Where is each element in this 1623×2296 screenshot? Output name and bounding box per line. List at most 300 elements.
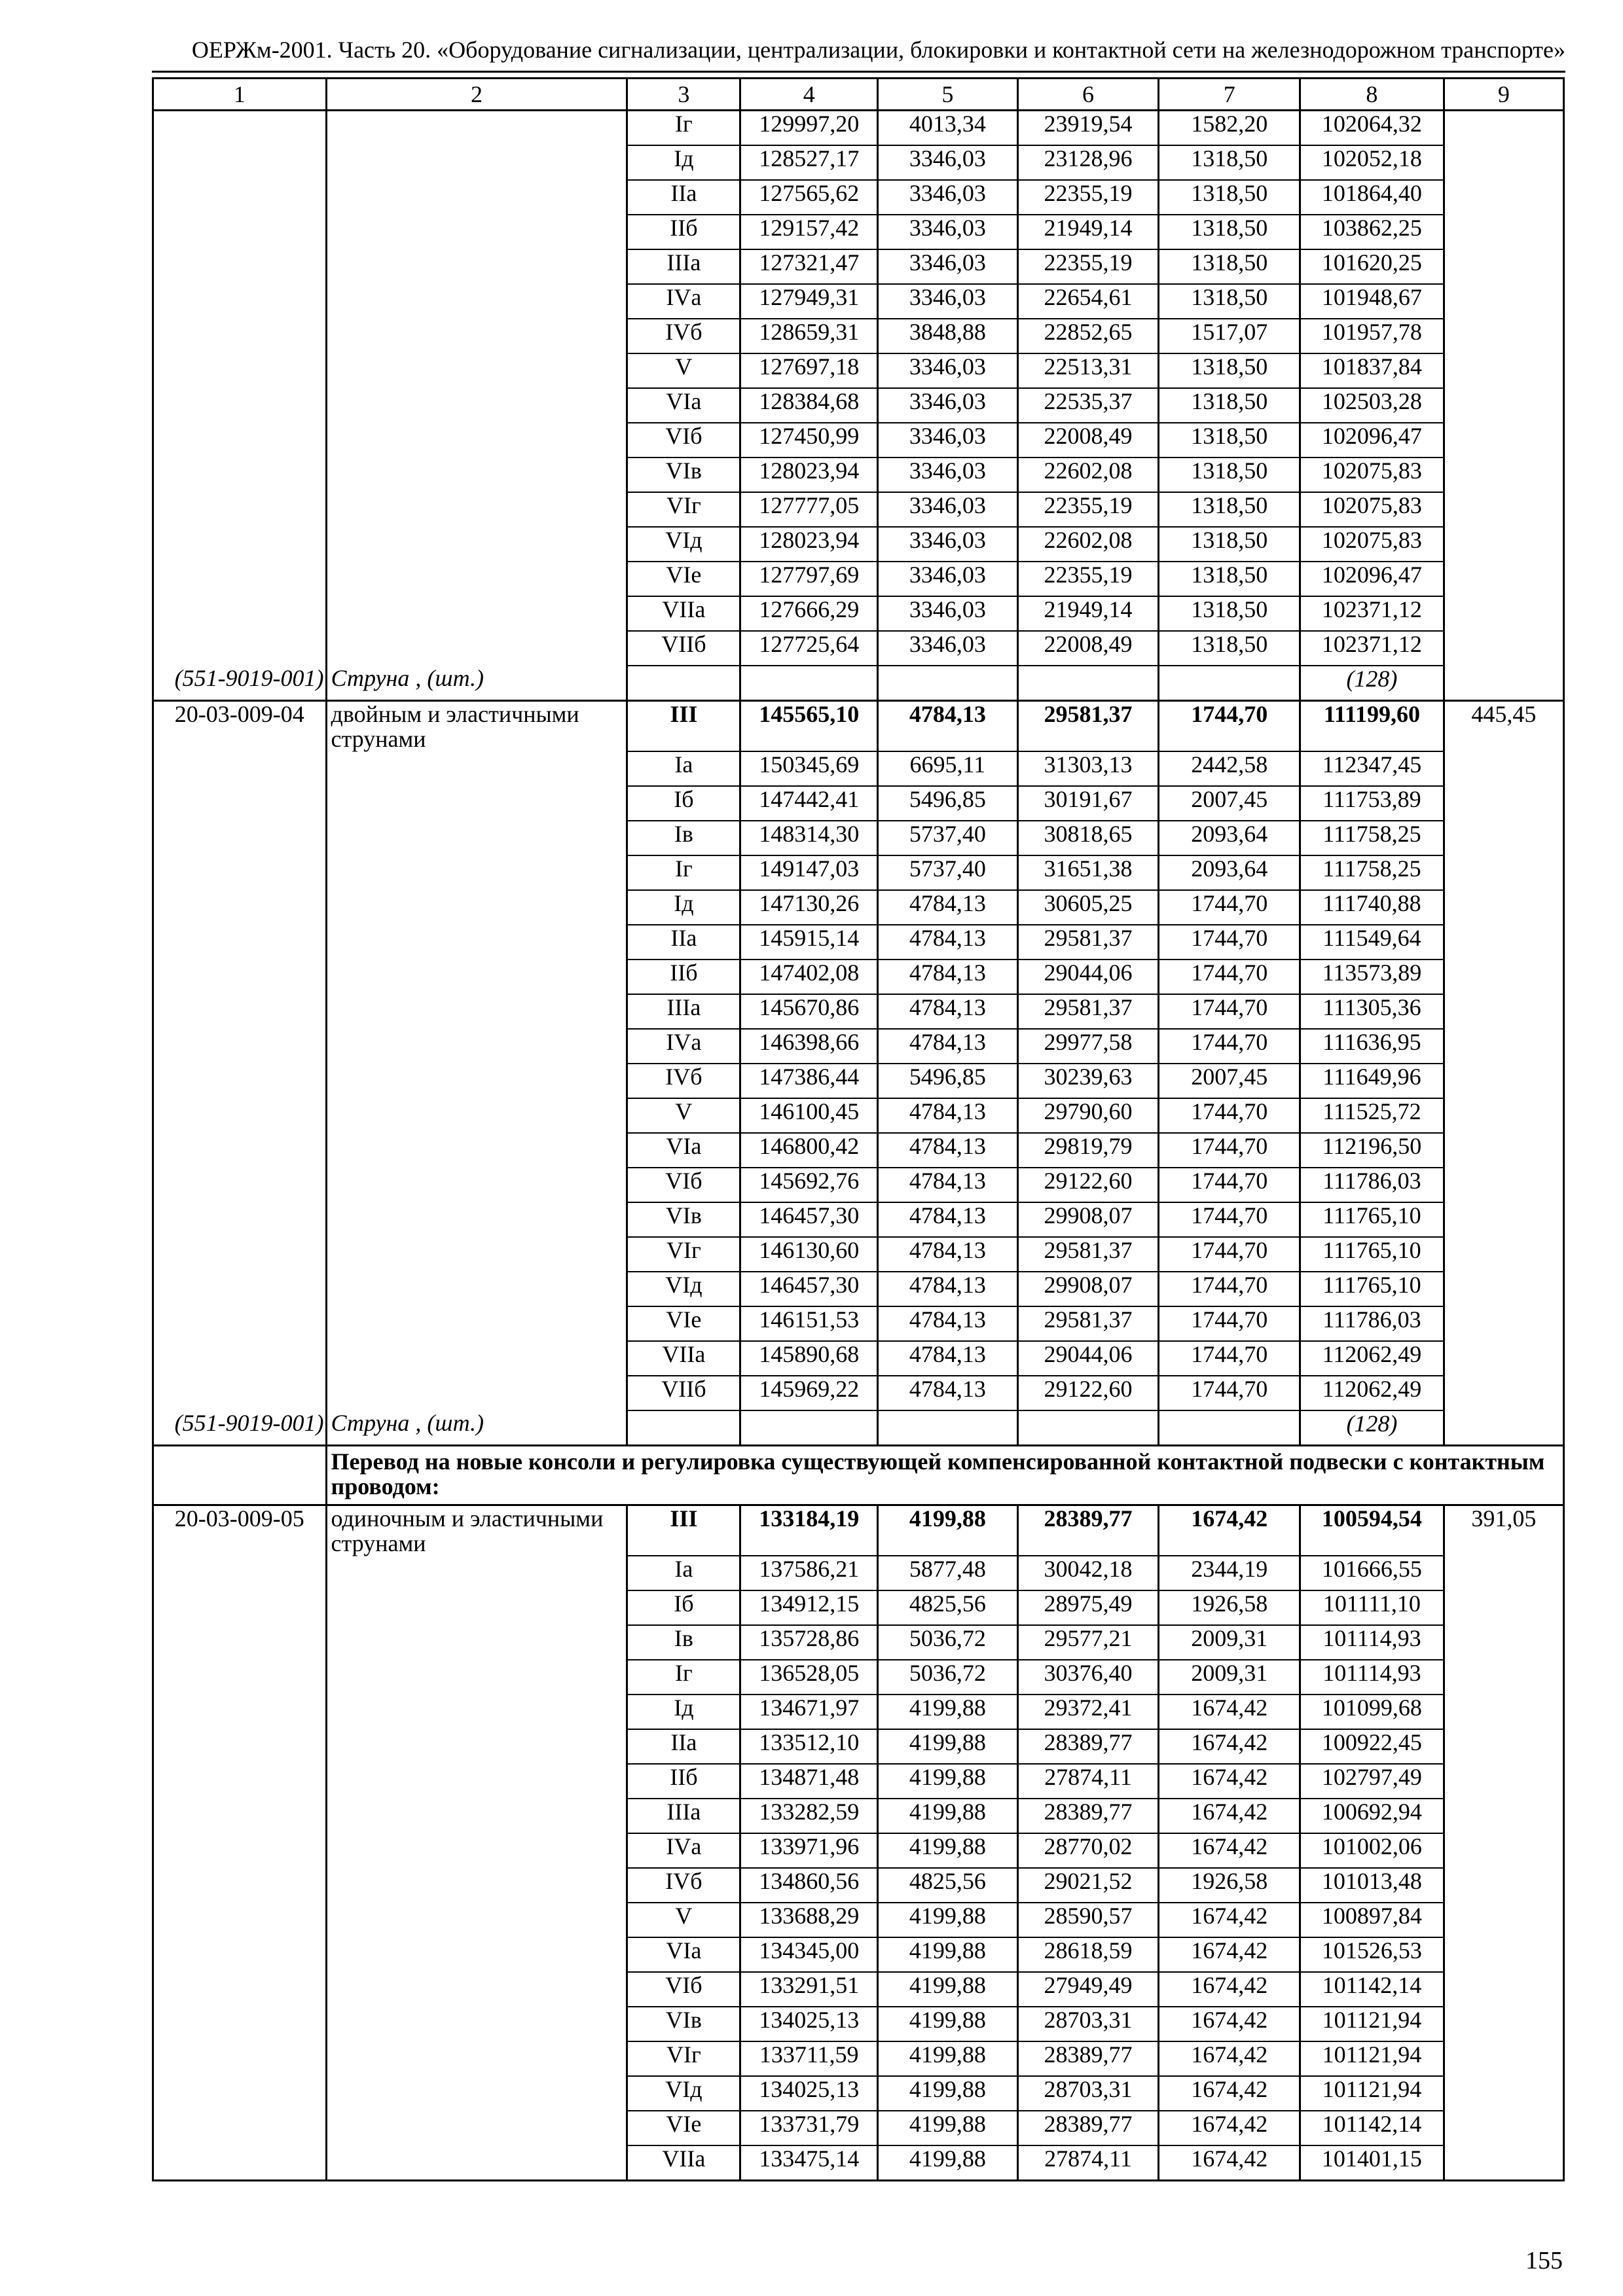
table-cell: VIд (627, 527, 740, 562)
table-cell: 29122,60 (1017, 1168, 1159, 1202)
table-cell: 4199,88 (877, 2041, 1017, 2076)
table-cell: 4784,13 (877, 1202, 1017, 1237)
table-cell: 148314,30 (740, 821, 878, 855)
table-cell (1444, 1799, 1563, 1833)
table-cell: 30605,25 (1017, 890, 1159, 925)
table-cell (1444, 1937, 1563, 1972)
table-row (153, 631, 1564, 666)
table-cell (1444, 1237, 1563, 1272)
table-cell (153, 111, 327, 146)
table-cell: 100692,94 (1300, 1799, 1444, 1833)
table-cell: 6695,11 (877, 751, 1017, 786)
table-cell: VIIа (627, 2145, 740, 2181)
table-cell: 1318,50 (1159, 145, 1300, 180)
table-cell (326, 492, 627, 527)
table-cell: 146398,66 (740, 1029, 878, 1064)
table-cell: 1674,42 (1159, 1695, 1300, 1729)
table-cell: 1318,50 (1159, 457, 1300, 492)
table-cell (153, 1098, 327, 1133)
table-cell: 127797,69 (740, 562, 878, 596)
table-cell: 5737,40 (877, 821, 1017, 855)
table-cell (326, 215, 627, 249)
table-cell (1444, 1868, 1563, 1903)
table-cell: 127666,29 (740, 596, 878, 631)
table-cell (1017, 1410, 1159, 1446)
table-cell: IIб (627, 215, 740, 249)
table-cell: 1744,70 (1159, 925, 1300, 960)
column-number-row (153, 79, 1564, 111)
table-cell: 28590,57 (1017, 1903, 1159, 1937)
table-cell (326, 890, 627, 925)
table-cell (326, 1764, 627, 1799)
rate-code: 20-03-009-04 (153, 701, 327, 752)
table-cell: Iб (627, 1590, 740, 1625)
table-cell: 28703,31 (1017, 2076, 1159, 2111)
table-cell: 1318,50 (1159, 527, 1300, 562)
table-cell: IIб (627, 1764, 740, 1799)
table-row (153, 1903, 1564, 1937)
table-cell (1159, 666, 1300, 701)
table-cell: IIа (627, 1729, 740, 1764)
table-cell: 133731,79 (740, 2111, 878, 2145)
table-cell: Iд (627, 145, 740, 180)
rate-name: двойным и эластичными струнами (326, 701, 627, 752)
table-cell (326, 751, 627, 786)
table-cell: 4784,13 (877, 960, 1017, 994)
note-row (153, 1410, 1564, 1446)
table-cell: 1674,42 (1159, 1764, 1300, 1799)
table-row (153, 786, 1564, 821)
table-cell: 1674,42 (1159, 1903, 1300, 1937)
table-cell: 145890,68 (740, 1341, 878, 1376)
table-row (153, 751, 1564, 786)
table-cell: 135728,86 (740, 1625, 878, 1660)
table-cell: 102064,32 (1300, 111, 1444, 146)
table-cell: 147130,26 (740, 890, 878, 925)
table-cell (326, 2041, 627, 2076)
table-cell: 100922,45 (1300, 1729, 1444, 1764)
table-row (153, 960, 1564, 994)
table-cell (1444, 319, 1563, 353)
table-cell: V (627, 1903, 740, 1937)
column-header: 9 (1444, 79, 1563, 111)
table-cell: 1674,42 (1159, 2076, 1300, 2111)
table-cell (153, 1306, 327, 1341)
page-header (152, 34, 1565, 73)
table-cell: 1744,70 (1159, 1376, 1300, 1410)
table-cell: 147402,08 (740, 960, 878, 994)
table-cell (1444, 1729, 1563, 1764)
table-cell (1444, 1660, 1563, 1695)
table-row (153, 1764, 1564, 1799)
table-cell: 111753,89 (1300, 786, 1444, 821)
table-cell: 101142,14 (1300, 1972, 1444, 2007)
table-cell (1444, 1556, 1563, 1590)
table-cell: 101121,94 (1300, 2076, 1444, 2111)
table-row (153, 1272, 1564, 1306)
table-cell (153, 423, 327, 457)
table-cell (326, 319, 627, 353)
table-cell (326, 596, 627, 631)
table-row (153, 492, 1564, 527)
table-cell: VIг (627, 2041, 740, 2076)
table-cell: 1318,50 (1159, 284, 1300, 319)
column-header: 3 (627, 79, 740, 111)
table-cell (153, 890, 327, 925)
table-cell: Iд (627, 890, 740, 925)
column-header: 5 (877, 79, 1017, 111)
table-row (153, 2145, 1564, 2181)
column-header: 8 (1300, 79, 1444, 111)
table-row (153, 1505, 1564, 1556)
table-cell: 4199,88 (877, 1729, 1017, 1764)
table-cell: 128023,94 (740, 457, 878, 492)
table-cell: 146800,42 (740, 1133, 878, 1168)
table-cell: 21949,14 (1017, 215, 1159, 249)
table-row (153, 701, 1564, 752)
table-cell (153, 751, 327, 786)
table-cell: 29044,06 (1017, 1341, 1159, 1376)
table-cell: VIе (627, 1306, 740, 1341)
table-cell (153, 855, 327, 890)
table-cell (1444, 1903, 1563, 1937)
table-cell (1444, 527, 1563, 562)
table-cell (1444, 145, 1563, 180)
table-cell: 101864,40 (1300, 180, 1444, 215)
table-cell: V (627, 1098, 740, 1133)
table-cell: 1674,42 (1159, 1937, 1300, 1972)
table-cell: 134860,56 (740, 1868, 878, 1903)
table-cell: 4199,88 (877, 2145, 1017, 2181)
table-cell (326, 1868, 627, 1903)
table-cell (326, 2145, 627, 2181)
table-cell (326, 1937, 627, 1972)
table-cell (1444, 1306, 1563, 1341)
table-cell (153, 1972, 327, 2007)
table-row (153, 388, 1564, 423)
table-cell: 146457,30 (740, 1202, 878, 1237)
table-cell: Iг (627, 855, 740, 890)
table-cell: 22602,08 (1017, 527, 1159, 562)
table-row (153, 2041, 1564, 2076)
table-cell (153, 1376, 327, 1410)
table-row (153, 1168, 1564, 1202)
table-cell (326, 2007, 627, 2041)
table-cell: 102052,18 (1300, 145, 1444, 180)
table-cell: 1744,70 (1159, 1168, 1300, 1202)
table-cell: 22008,49 (1017, 631, 1159, 666)
table-cell (1444, 492, 1563, 527)
table-cell (153, 1799, 327, 1833)
table-cell: 3346,03 (877, 492, 1017, 527)
note-text: Струна , (шт.) (326, 1410, 627, 1446)
table-cell (326, 457, 627, 492)
table-cell: 127450,99 (740, 423, 878, 457)
table-cell: Iв (627, 1625, 740, 1660)
table-cell: 1318,50 (1159, 180, 1300, 215)
table-cell (1444, 1695, 1563, 1729)
table-cell: 27874,11 (1017, 1764, 1159, 1799)
table-cell (153, 1064, 327, 1098)
table-cell: 1744,70 (1159, 1272, 1300, 1306)
table-cell (153, 925, 327, 960)
table-cell: 134912,15 (740, 1590, 878, 1625)
table-cell: 22355,19 (1017, 562, 1159, 596)
table-cell: 3346,03 (877, 457, 1017, 492)
table-cell (1444, 890, 1563, 925)
table-cell: 30191,67 (1017, 786, 1159, 821)
table-cell: 1674,42 (1159, 2111, 1300, 2145)
table-cell: 101142,14 (1300, 2111, 1444, 2145)
table-cell: 137586,21 (740, 1556, 878, 1590)
table-cell: 1674,42 (1159, 1729, 1300, 1764)
table-cell: 4199,88 (877, 1972, 1017, 2007)
table-cell (627, 1410, 740, 1446)
table-cell (153, 527, 327, 562)
table-cell: 1744,70 (1159, 960, 1300, 994)
table-cell: 2009,31 (1159, 1660, 1300, 1695)
table-cell: 29581,37 (1017, 994, 1159, 1029)
table-cell (326, 1098, 627, 1133)
table-cell: 1744,70 (1159, 1133, 1300, 1168)
table-cell: VIа (627, 388, 740, 423)
table-cell: 102075,83 (1300, 457, 1444, 492)
table-cell: 133282,59 (740, 1799, 878, 1833)
table-cell (326, 1376, 627, 1410)
table-cell: 150345,69 (740, 751, 878, 786)
table-cell (1444, 925, 1563, 960)
table-cell (1444, 1098, 1563, 1133)
table-cell: 4199,88 (877, 1799, 1017, 1833)
table-cell: 134345,00 (740, 1937, 878, 1972)
table-cell: 4784,13 (877, 1237, 1017, 1272)
table-cell: 4784,13 (877, 925, 1017, 960)
table-cell (153, 319, 327, 353)
table-cell (153, 1272, 327, 1306)
table-cell: Iд (627, 1695, 740, 1729)
table-cell: 102075,83 (1300, 527, 1444, 562)
column-header: 1 (153, 79, 327, 111)
table-cell: 145565,10 (740, 701, 878, 752)
table-cell (153, 1695, 327, 1729)
table-cell: 28389,77 (1017, 1729, 1159, 1764)
table-cell: 4199,88 (877, 2111, 1017, 2145)
table-cell: VIв (627, 1202, 740, 1237)
table-cell: 146100,45 (740, 1098, 878, 1133)
table-cell: 1674,42 (1159, 1972, 1300, 2007)
table-cell (326, 1029, 627, 1064)
table-cell: 4199,88 (877, 1764, 1017, 1799)
table-cell: 111765,10 (1300, 1202, 1444, 1237)
table-cell (153, 1168, 327, 1202)
table-cell (153, 457, 327, 492)
table-row (153, 1729, 1564, 1764)
table-cell (1444, 855, 1563, 890)
table-cell (153, 596, 327, 631)
table-cell (1444, 2076, 1563, 2111)
table-cell (627, 666, 740, 701)
table-cell: 1318,50 (1159, 215, 1300, 249)
table-cell: 4013,34 (877, 111, 1017, 146)
table-cell: 128384,68 (740, 388, 878, 423)
table-cell: IIб (627, 960, 740, 994)
table-cell (1444, 751, 1563, 786)
table-cell: 27874,11 (1017, 2145, 1159, 2181)
table-cell: 29577,21 (1017, 1625, 1159, 1660)
table-cell: 1674,42 (1159, 2041, 1300, 2076)
table-cell: 111786,03 (1300, 1306, 1444, 1341)
table-cell: 3346,03 (877, 215, 1017, 249)
table-row (153, 1376, 1564, 1410)
table-cell (1444, 1625, 1563, 1660)
table-cell: 4199,88 (877, 1903, 1017, 1937)
table-cell: 128527,17 (740, 145, 878, 180)
table-cell: 29021,52 (1017, 1868, 1159, 1903)
table-cell: 102096,47 (1300, 562, 1444, 596)
table-cell: 101002,06 (1300, 1833, 1444, 1868)
table-cell: 2344,19 (1159, 1556, 1300, 1590)
table-cell: 28975,49 (1017, 1590, 1159, 1625)
table-cell: 1318,50 (1159, 388, 1300, 423)
table-cell (1444, 1590, 1563, 1625)
table-cell: 134871,48 (740, 1764, 878, 1799)
table-cell: 4825,56 (877, 1590, 1017, 1625)
table-cell: 3346,03 (877, 249, 1017, 284)
table-cell (1444, 1133, 1563, 1168)
table-cell: 101957,78 (1300, 319, 1444, 353)
table-row (153, 2007, 1564, 2041)
table-cell (153, 1590, 327, 1625)
table-cell: 133512,10 (740, 1729, 878, 1764)
table-cell: 1674,42 (1159, 1833, 1300, 1868)
table-cell: 29977,58 (1017, 1029, 1159, 1064)
table-row (153, 1237, 1564, 1272)
table-cell: 111649,96 (1300, 1064, 1444, 1098)
table-cell: 102371,12 (1300, 631, 1444, 666)
table-cell: 5496,85 (877, 1064, 1017, 1098)
table-cell: 3346,03 (877, 423, 1017, 457)
table-cell (153, 2145, 327, 2181)
table-cell: 1744,70 (1159, 890, 1300, 925)
table-cell: 145915,14 (740, 925, 878, 960)
table-cell: VIб (627, 1972, 740, 2007)
table-cell: 1318,50 (1159, 596, 1300, 631)
table-cell: 129157,42 (740, 215, 878, 249)
table-cell: 133971,96 (740, 1833, 878, 1868)
table-cell: 111765,10 (1300, 1237, 1444, 1272)
table-cell: 102371,12 (1300, 596, 1444, 631)
table-cell: 22513,31 (1017, 353, 1159, 388)
table-cell: 28389,77 (1017, 2111, 1159, 2145)
table-row (153, 457, 1564, 492)
table-cell (326, 1133, 627, 1168)
table-cell: 3346,03 (877, 596, 1017, 631)
rates-table (152, 77, 1565, 2181)
table-cell: 112062,49 (1300, 1376, 1444, 1410)
table-cell (326, 1695, 627, 1729)
table-cell: 101013,48 (1300, 1868, 1444, 1903)
table-cell: 136528,05 (740, 1660, 878, 1695)
table-row (153, 2111, 1564, 2145)
table-cell: 127565,62 (740, 180, 878, 215)
table-cell: 127949,31 (740, 284, 878, 319)
table-cell: 1744,70 (1159, 1029, 1300, 1064)
table-cell (1444, 249, 1563, 284)
table-cell: 102503,28 (1300, 388, 1444, 423)
table-cell (1159, 1410, 1300, 1446)
table-cell: 133475,14 (740, 2145, 878, 2181)
rate-code: 20-03-009-05 (153, 1505, 327, 1556)
table-cell: 1674,42 (1159, 2007, 1300, 2041)
table-cell (153, 180, 327, 215)
table-cell (326, 960, 627, 994)
table-cell: 1744,70 (1159, 994, 1300, 1029)
table-cell: 29581,37 (1017, 1237, 1159, 1272)
table-cell (1444, 994, 1563, 1029)
table-row (153, 1202, 1564, 1237)
table-cell (153, 1625, 327, 1660)
table-cell: 4784,13 (877, 701, 1017, 752)
note-code: (551-9019-001) (153, 1410, 327, 1446)
table-row (153, 1133, 1564, 1168)
table-cell (326, 423, 627, 457)
table-cell (1444, 1064, 1563, 1098)
table-cell: 146130,60 (740, 1237, 878, 1272)
table-cell: 1926,58 (1159, 1868, 1300, 1903)
table-cell: 1674,42 (1159, 1505, 1300, 1556)
table-row (153, 353, 1564, 388)
table-cell (326, 1202, 627, 1237)
table-cell: 1674,42 (1159, 2145, 1300, 2181)
table-row (153, 423, 1564, 457)
table-cell: 101666,55 (1300, 1556, 1444, 1590)
table-row (153, 249, 1564, 284)
table-cell: VIIб (627, 1376, 740, 1410)
table-cell: 2093,64 (1159, 855, 1300, 890)
table-cell: 101526,53 (1300, 1937, 1444, 1972)
table-cell (326, 1660, 627, 1695)
table-cell: 5737,40 (877, 855, 1017, 890)
table-cell: 111758,25 (1300, 821, 1444, 855)
table-cell: 22535,37 (1017, 388, 1159, 423)
table-cell (153, 1237, 327, 1272)
table-row (153, 1937, 1564, 1972)
table-cell (326, 994, 627, 1029)
table-cell: 28703,31 (1017, 2007, 1159, 2041)
table-row (153, 1590, 1564, 1625)
table-cell: 4784,13 (877, 1272, 1017, 1306)
table-cell: VIе (627, 562, 740, 596)
table-cell: 111549,64 (1300, 925, 1444, 960)
table-cell: VIIа (627, 596, 740, 631)
table-cell: 21949,14 (1017, 596, 1159, 631)
table-cell: VIIа (627, 1341, 740, 1376)
table-cell: 101121,94 (1300, 2041, 1444, 2076)
table-cell: VIб (627, 423, 740, 457)
table-cell (326, 180, 627, 215)
table-cell (153, 1446, 327, 1505)
table-cell: 2007,45 (1159, 786, 1300, 821)
table-cell (153, 994, 327, 1029)
table-cell: 102797,49 (1300, 1764, 1444, 1799)
table-cell (153, 2007, 327, 2041)
table-cell: 101837,84 (1300, 353, 1444, 388)
table-cell: 101121,94 (1300, 2007, 1444, 2041)
table-cell (1444, 2041, 1563, 2076)
table-cell (1444, 562, 1563, 596)
table-cell: 133291,51 (740, 1972, 878, 2007)
table-cell: 111765,10 (1300, 1272, 1444, 1306)
